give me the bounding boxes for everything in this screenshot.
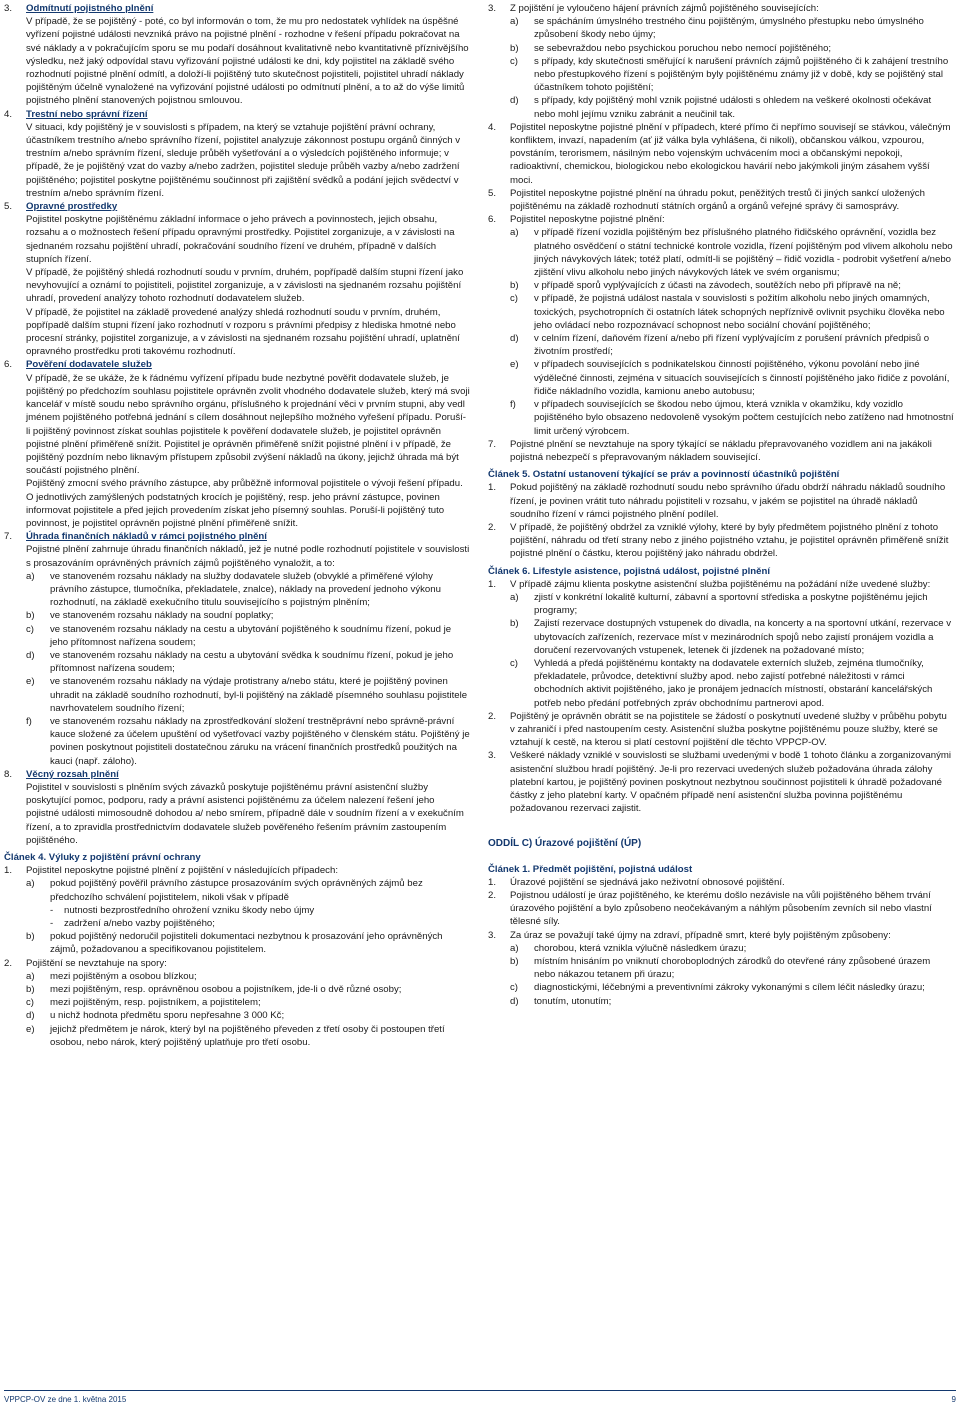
item-body (510, 187, 954, 213)
sub-item-text: ve stanoveném rozsahu náklady na zprostředkování složení trestněprávní nebo správně-právní kauce složené za účelem upuštění od vyšetřovací vazby pojištěného v členském státu. Pojištěný je povinen poskytnout pojistiteli dostatečnou záruku na vrácení finančních prostředků použitých na kauci (např. záloho). (50, 715, 470, 767)
sub-item-letter: e) (510, 359, 519, 371)
item-body (510, 710, 954, 750)
item-body (510, 521, 954, 561)
article-point (488, 121, 954, 187)
item-body (26, 768, 470, 847)
division-heading: ODDÍL C) Úrazové pojištění (ÚP) (488, 838, 642, 850)
paragraph: V případě, že se ukáže, že k řádnému vyřízení případu bude nezbytné pověřit dodavatele služeb, je pojištěný po předchozím souhlasu pojistitele oprávněn zvolit vhodného dodavatele služeb, který má svoji kancelář v místě soudu nebo správního orgánu, příslušného k projednání věci v prvním stupni, aby vedl jménem pojištěného potřebná jednání s cílem dosáhnout nejlepšího možného vyřešení případu. Poruší-li pojištěný povinnost získat souhlas pojistitele k pověření dodavatele služeb, je pojistitel oprávněn pojistné plnění přiměřeně snížit. Pojistitel je oprávněn přiměřeně snížit pojistné plnění i v případě, že pojištěný pozdním nebo liknavým přístupem způsobil zvýšení nákladů na úkony, jejichž úhrada má být součástí pojistného plnění. (26, 372, 470, 477)
paragraph: Pojištěný je oprávněn obrátit se na pojistitele se žádostí o poskytnutí uvedené služby v průběhu pobytu v zahraničí i před nastoupením cesty. Asistenční služba poskytne pojištěnému pouze služby, které se vztahují k cestě, na kterou si platí cestovní pojištění dle těchto VPPCP-OV. (510, 710, 947, 749)
sub-item-letter: b) (26, 610, 35, 622)
sub-item-text: mezi pojištěným a osobou blízkou; (50, 970, 197, 982)
item-number: 5. (4, 201, 13, 213)
sub-item-letter: e) (26, 676, 35, 688)
article-point (4, 864, 470, 956)
page-number: 9 (951, 1394, 956, 1404)
sub-item-text: místním hnisáním po vniknutí choroboplodných zárodků do otevřené rány způsobené úrazem nebo nákazou tetanem při úrazu; (534, 956, 931, 981)
section (4, 2, 470, 108)
page-footer (4, 1390, 956, 1406)
sub-item (26, 675, 470, 715)
sub-item-text: diagnostickými, léčebnými a preventivními zákroky vykonanými s cílem léčit následky úrazu; (534, 982, 925, 994)
sub-item-letter: c) (26, 997, 34, 1009)
item-body (510, 929, 954, 1008)
sub-item-text: pokud pojištěný pověřil právního zástupce prosazováním svých oprávněných zájmů bez předchozího schválení pojistitelem, nikoli však v případě (50, 878, 423, 903)
sub-item-letter: b) (26, 984, 35, 996)
paragraph: V případě, že pojištěný obdržel za vzniklé výlohy, které by byly předmětem pojistného plnění z tohoto pojištění, náhradu od třetí strany nebo z jiného pojistného vztahu, je pojistitel oprávněn přiměřeně snížit pojistné plnění o částku, kterou pojištěný jako náhradu obdržel. (510, 521, 949, 560)
sub-item-text: v případě řízení vozidla pojištěným bez příslušného platného řidičského oprávnění, vozidla bez platného osvědčení o státní technické kontrole vozidla, řízení pojištěným pod vlivem alkoholu nebo jiných návykových látek; totéž platí, odmítl-li se pojištěný – řidič vozidla - podrobit vyšetření a/nebo zjištění vlivu alkoholu nebo jiných návykových látek ve svém organismu; (534, 227, 953, 279)
item-number: 1. (4, 865, 13, 877)
sub-item-text: ve stanoveném rozsahu náklady na soudní poplatky; (50, 610, 274, 622)
item-body (26, 957, 470, 1049)
sub-item (510, 55, 954, 95)
sub-item (26, 609, 470, 622)
sub-item-letter: d) (510, 995, 519, 1007)
item-body (26, 358, 470, 530)
item-number: 2. (488, 890, 497, 901)
left-column (4, 2, 470, 1049)
right-column (488, 2, 954, 1008)
sub-item-letter: b) (510, 618, 519, 630)
sub-item-letter: b) (510, 280, 519, 292)
sub-item-letter: c) (510, 293, 518, 305)
sub-item (510, 617, 954, 657)
sub-item (26, 623, 470, 649)
item-body (510, 578, 954, 710)
sub-item (26, 996, 470, 1009)
sub-item-letter: b) (510, 956, 519, 968)
sub-item-text: pokud pojištěný nedoručil pojistiteli dokumentaci nezbytnou k prosazování jeho oprávněných zájmů, požadovanou a specifikovanou pojistitelem. (50, 931, 443, 956)
paragraph: Pojistitel neposkytne pojistné plnění na úhradu pokut, peněžitých trestů či jiných sankcí uložených pojištěnému na základě rozhodnutí státních orgánů a orgánů veřejné správy či samosprávy. (510, 187, 925, 213)
paragraph: Pojistitel poskytne pojištěnému základní informace o jeho právech a povinnostech, jejich obsahu, rozsahu a o možnostech řešení případu opravnými prostředky. Pojistitel zorganizuje, a v závislosti na sjednaném rozsahu pojištění uhradí, pokračování soudního řízení ve druhém, případně v dalších stupních řízení. (26, 214, 455, 265)
paragraph: Pojistitel v souvislosti s plněním svých závazků poskytuje pojištěnému právní asistenční služby poskytující pomoc, podporu, rady a právní asistenci pojištěnému za účelem nalezení řešení jeho pojistné události mimosoudně dohodou a/ nebo smírem, případně dále v soudním řízení a v exekučním řízení, a to zpravidla prostřednictvím dodavatele služeb pověřeného řešením právním zastoupením pojištěného. (26, 781, 464, 846)
sub-item-letter: a) (510, 16, 519, 28)
item-number: 7. (4, 531, 13, 543)
paragraph: Pojistnou událostí je úraz pojištěného, ke kterému došlo nezávisle na vůli pojištěného během trvání úrazového pojištění a bylo způsobeno neočekávaným a náhlým působením zevních sil nebo vlastní tělesné síly. (510, 890, 932, 928)
section-title: Odmítnutí pojistného plnění (26, 3, 154, 14)
section (4, 200, 470, 358)
sub-item-text: se sebevraždou nebo psychickou poruchou nebo nemocí pojištěného; (534, 42, 832, 54)
article-point (488, 578, 954, 710)
sub-item-text: Vyhledá a předá pojištěnému kontakty na dodavatele externích služeb, zejména tlumočníky, překladatele, průvodce, detektivní služby apod. nebo zajistí potřebné náležitosti v rámci obchodních aktivit pojištěného, jako je pronájem jednacích místností, obstarání kancelářských potřeb nebo předání potřebných zpráv obchodnímu partnerovi apod. (534, 657, 933, 709)
paragraph: Pojištění se nevztahuje na spory: (26, 957, 167, 969)
sub-item-text: s případy, kdy pojištěný mohl vznik pojistné události s ohledem na veškeré okolnosti očekávat nebo mohl jejímu vzniku zabránit a neučinil tak. (534, 95, 932, 120)
sub-item (510, 15, 954, 41)
section-title: Trestní nebo správní řízení (26, 108, 148, 120)
sub-item-letter: d) (510, 333, 519, 345)
article-point (488, 2, 954, 121)
sub-item-letter: a) (26, 570, 35, 582)
article-heading: Článek 4. Výluky z pojištění právní ochrany (4, 852, 201, 863)
paragraph: Pojistné plnění zahrnuje úhradu finančních nákladů, jež je nutné podle rozhodnutí pojistitele v souvislosti s prosazováním oprávněných právních zájmů pojištěného vynaložit, a to: (26, 544, 470, 569)
sub-item-letter: a) (510, 591, 519, 603)
sub-item-letter: a) (26, 878, 35, 890)
sub-item-letter: c) (510, 657, 518, 669)
item-body (510, 481, 954, 521)
sub-item (26, 983, 470, 996)
paragraph: V případě, že pojištěný shledá rozhodnutí soudu v prvním, druhém, popřípadě dalším stupni řízení jako nevyhovující a oznámí to pojistiteli, pojistitel zorganizuje, a v závislosti na sjednaném rozsahu pojištění uhradí, provedení analýzy tohoto rozhodnutí dodavatelem služeb. (26, 267, 464, 305)
sub-item (510, 226, 954, 279)
article-point (488, 213, 954, 437)
item-number: 6. (4, 359, 13, 371)
sub-item (510, 955, 954, 981)
sub-item (26, 930, 470, 956)
dash-item (26, 917, 470, 930)
item-number: 3. (488, 750, 497, 762)
sub-item-text: ve stanoveném rozsahu náklady na cestu a ubytování pojištěného k soudnímu řízení, pokud je jeho přítomnost nařízena soudem; (50, 623, 452, 648)
article-point (488, 749, 954, 815)
dash-text: nutnosti bezprostředního ohrožení vzniku škody nebo újmy (64, 904, 315, 916)
sub-item (510, 398, 954, 438)
sub-item (510, 358, 954, 398)
sub-item (26, 1009, 470, 1022)
sub-item-letter: a) (510, 227, 519, 239)
item-body (26, 864, 470, 956)
sub-item-letter: d) (26, 1010, 35, 1022)
sub-item (510, 981, 954, 994)
sub-item-letter: b) (26, 931, 35, 943)
sub-item-letter: f) (510, 399, 516, 411)
sub-item (510, 942, 954, 955)
paragraph: Pojistné plnění se nevztahuje na spory týkající se nákladu přepravovaného vozidlem ani na jakákoli pojistná nebezpečí s přepravovaným nákladem související. (510, 438, 932, 463)
paragraph: V případě, že pojistitel na základě provedené analýzy shledá rozhodnutí soudu v prvním, druhém, popřípadě dalším stupni řízení jako rozhodnutí v rozporu s právními předpisy z hlediska hmotné nebo procesní stránky, pojistitel zorganizuje, a v závislosti na sjednaném rozsahu pojištění uhradí, uplatnění opravného prostředku proti takovému rozhodnutí. (26, 306, 460, 358)
sub-item-letter: a) (26, 970, 35, 982)
sub-item-text: ve stanoveném rozsahu náklady na cestu a ubytování svědka k soudnímu řízení, pokud je jeho přítomnost nařízena soudem; (50, 649, 454, 675)
article-point (488, 438, 954, 464)
sub-item-text: chorobou, která vznikla výlučně následkem úrazu; (534, 942, 747, 954)
sub-item (510, 94, 954, 120)
article-point (488, 710, 954, 750)
article-heading: Článek 5. Ostatní ustanovení týkající se práv a povinností účastníků pojištění (488, 469, 840, 481)
paragraph: Za úraz se považují také újmy na zdraví, případně smrt, které byly pojištěným způsobeny: (510, 929, 891, 941)
paragraph: Pojistitel neposkytne pojistné plnění v případech, které přímo či nepřímo souvisejí se stávkou, válečným konfliktem, invazí, napadením (ať již válka byla vyhlášena, či nikoli), občanskou válkou, vzpourou, povstáním, terorismem, násilným nebo vojenským uchvácením moci a občanskými nepokoji, radioaktivní, chemickou, biologickou nebo ekologickou havárií nebo jakýmkoli jiným zásahem vyšší moci. (510, 121, 951, 186)
sub-item (26, 877, 470, 903)
sub-item-text: tonutím, utonutím; (534, 995, 612, 1007)
article-heading: Článek 1. Předmět pojištění, pojistná událost (488, 863, 693, 875)
article-heading: Článek 6. Lifestyle asistence, pojistná událost, pojistné plnění (488, 565, 771, 577)
section-title: Opravné prostředky (26, 201, 118, 213)
sub-item-text: u nichž hodnota předmětu sporu nepřesahne 3 000 Kč; (50, 1010, 285, 1022)
section (4, 530, 470, 768)
paragraph: V případě zájmu klienta poskytne asistenční služba pojištěnému na požádání níže uvedené služby: (510, 578, 931, 590)
sub-item-letter: c) (510, 982, 518, 994)
article-point (488, 889, 954, 929)
section-title: Pověření dodavatele služeb (26, 359, 152, 371)
item-number: 2. (488, 521, 497, 533)
item-number: 3. (4, 3, 13, 14)
sub-item (26, 715, 470, 768)
dash-mark: - (50, 918, 54, 930)
item-number: 8. (4, 768, 13, 780)
sub-item-text: v případě, že pojistná událost nastala v souvislosti s požitím alkoholu nebo jiných omamných, toxických, psychotropních či ostatních látek schopných nepříznivě ovlivnit psychiku člověka nebo jeho ovládací nebo rozpoznávací schopnost nebo sociální chování pojištěného; (534, 293, 945, 331)
sub-item (510, 657, 954, 710)
sub-item (510, 995, 954, 1008)
section (4, 768, 470, 847)
sub-item-letter: e) (26, 1023, 35, 1035)
item-number: 6. (488, 214, 497, 226)
sub-item-letter: d) (510, 95, 519, 107)
sub-item-text: mezi pojištěným, resp. pojistníkem, a pojistitelem; (50, 997, 261, 1009)
item-number: 4. (4, 108, 13, 120)
paragraph: Úrazové pojištění se sjednává jako neživotní obnosové pojištění. (510, 876, 785, 888)
item-number: 7. (488, 438, 497, 450)
paragraph: Veškeré náklady vzniklé v souvislosti se službami uvedenými v bodě 1 tohoto článku a zorganizovanými asistenční službou hradí pojištěný. Je-li pro rezervaci uvedených služeb požadována úhrada zálohy platební kartou, je pojištěný povinen poskytnout nezbytnou součinnost pojistiteli k úhradě požadované částky z jeho platební karty. V opačném případě není asistenční služba povinna pojištěnému požadovanou rezervaci zajistit. (510, 750, 952, 815)
item-body (510, 749, 954, 815)
article-point (488, 876, 954, 889)
item-number: 1. (488, 578, 497, 590)
paragraph: V situaci, kdy pojištěný je v souvislosti s případem, na který se vztahuje pojištění právní ochrany, účastníkem trestního a/nebo správního řízení, pojistitel analyzuje zákonnost postupu orgánů činných v trestním a/nebo správním řízení, sleduje průběh vyšetřování a o výsledcích pojištěného informuje; v případě, že je pojištěný vzat do vazby a/nebo zadržen, pojistitel sleduje průběh vazby a/nebo zadržení pojištěného; pojistitel poskytne pojištěnému součinnost při zajištění svědků a podání jejich svědectví v trestním a/nebo správním řízení. (26, 121, 461, 199)
sub-item-text: zjistí v konkrétní lokalitě kulturní, zábavní a sportovní střediska a poskytne pojištěnému jejich programy; (534, 591, 928, 617)
sub-item-text: v případech souvisejících se škodou nebo újmou, která vznikla v okamžiku, kdy vozidlo pojištěného bylo obsazeno nedovoleně vysokým počtem cestujících nebo zatíženo nad hmotnostní limit určený výrobcem. (534, 399, 954, 437)
article-point (488, 481, 954, 521)
item-number: 1. (488, 482, 497, 494)
article-point (488, 929, 954, 1008)
sub-item (510, 292, 954, 332)
paragraph: Pojištěný zmocní svého právního zástupce, aby průběžně informoval pojistitele o vývoji řešení případu. O jednotlivých zamýšlených podstatných krocích je pojištěný, resp. jeho právní zástupce, povinen informovat pojistitele a před jejich provedením získat jeho písemný souhlas. Poruší-li pojištěný tuto povinnost, je pojistitel oprávněn pojistné plnění přiměřeně snížit. (26, 478, 463, 529)
item-number: 2. (488, 710, 497, 722)
sub-item-text: v případech souvisejících s podnikatelskou činností pojištěného, výkonu povolání nebo jiné výdělečné činnosti, zejména v situacích souvisejících s činností pojištěného jako řidiče z povolání, řidiče nákladního vozidla, kamionu anebo autobusu; (534, 359, 950, 397)
item-body (510, 438, 954, 464)
dash-item (26, 904, 470, 917)
item-body (26, 2, 470, 108)
sub-item-text: s případy, kdy skutečnosti směřující k narušení právních zájmů pojištěného či k zahájení trestního nebo přestupkového řízení s pojištěným byly pojištěnému známy již v době, kdy se pojištěný stal účastníkem tohoto pojištění; (534, 55, 949, 94)
sub-item-letter: d) (26, 649, 35, 661)
section (4, 108, 470, 200)
section-title: Věcný rozsah plnění (26, 768, 119, 780)
paragraph: Z pojištění je vyloučeno hájení právních zájmů pojištěného souvisejících: (510, 3, 819, 14)
paragraph: Pojistitel neposkytne pojistné plnění: (510, 214, 665, 226)
item-body (510, 876, 954, 889)
sub-item (510, 591, 954, 617)
sub-item-text: ve stanoveném rozsahu náklady na výdaje protistrany a/nebo státu, které je pojištěný povinen uhradit na základě soudního rozhodnutí, byl-li pojištěný na základě písemného souhlasu pojistitele navrhovatelem soudního řízení; (50, 676, 468, 714)
sub-item-letter: c) (26, 623, 34, 635)
item-body (510, 889, 954, 929)
sub-item-letter: b) (510, 42, 519, 54)
sub-item-text: jejichž předmětem je nárok, který byl na pojištěného převeden z třetí osoby či postoupen třetí osobou, nebo nárok, který pojištěný uplatňuje pro třetí osobu. (50, 1023, 445, 1048)
section (4, 358, 470, 530)
article-point (488, 521, 954, 561)
footer-title: VPPCP-OV ze dne 1. května 2015 (4, 1394, 127, 1404)
sub-item (26, 970, 470, 983)
item-number: 1. (488, 876, 497, 888)
item-body (510, 121, 954, 187)
item-number: 4. (488, 121, 497, 133)
sub-item-text: Zajistí rezervace dostupných vstupenek do divadla, na koncerty a na sportovní utkání, rezervace v ubytovacích zařízeních, rezervace míst v mezinárodních spojů nebo zajistí pronájem vozidla a doručení rezervovaných vstupenek, letenek či jízdenek na požadované místo; (534, 618, 952, 656)
sub-item-text: v celním řízení, daňovém řízení a/nebo při řízení vyplývajícím z porušení právních předpisů o životním prostředí; (534, 333, 930, 358)
paragraph: V případě, že se pojištěný - poté, co byl informován o tom, že mu pro nedostatek vyhlídek na úspěšné vyřízení pojistné události nevzniká právo na pojistné plnění - rozhodne v řešení případu pokračovat na své náklady a v pokračujícím sporu se mu podaří dosáhnout kvalitativně nebo kvantitativně příznivějšího výsledku, než jaký odpovídal stavu vyřizování pojistné události ke dni, kdy pojistitel na základě svého rozhodnutí pojistné plnění odmítl, a doloží-li pojištěný tuto skutečnost pojistiteli, pojistitel uhradí náklady pojištěným účelně vynaložené na vyřizování pojistné události po odmítnutí plnění, a to až do výše limitů pojistného plnění stanovených pojistnou smlouvou. (26, 16, 469, 107)
paragraph: Pokud pojištěný na základě rozhodnutí soudu nebo správního úřadu obdrží náhradu nákladů soudního řízení, je povinen vrátit tuto náhradu pojistiteli v rozsahu, v jakém se pojistitel na úhradě nákladů soudního řízení v rámci pojistného plnění podílel. (510, 482, 946, 520)
item-body (510, 213, 954, 437)
dash-mark: - (50, 904, 54, 916)
sub-item (26, 570, 470, 610)
sub-item (26, 649, 470, 675)
article-point (488, 187, 954, 213)
sub-item-text: se spácháním úmyslného trestného činu pojištěným, úmyslného přestupku nebo úmyslného způsobení škody nebo újmy; (534, 16, 924, 41)
item-body (26, 108, 470, 200)
paragraph: Pojistitel neposkytne pojistné plnění z pojištění v následujících případech: (26, 865, 338, 877)
sub-item (510, 332, 954, 358)
sub-item-text: v případě sporů vyplývajících z účasti na závodech, soutěžích nebo při přípravě na ně; (534, 280, 901, 292)
sub-item-letter: c) (510, 55, 518, 67)
sub-item (26, 1023, 470, 1049)
sub-item-text: ve stanoveném rozsahu náklady na služby dodavatele služeb (obvyklé a přiměřené výlohy právního zástupce, tlumočníka, překladatele, znalce), náklady na provedení jednoho výkonu rozhodnutí, na základě exekučního titulu souvisejícího s pojistným plněním; (50, 570, 441, 609)
item-number: 3. (488, 3, 497, 14)
item-number: 3. (488, 929, 497, 941)
article-point (4, 957, 470, 1049)
item-number: 5. (488, 187, 497, 199)
item-body (26, 530, 470, 768)
dash-text: zadržení a/nebo vazby pojištěného; (64, 918, 215, 930)
item-number: 2. (4, 957, 13, 969)
item-body (26, 200, 470, 358)
sub-item-letter: a) (510, 942, 519, 954)
sub-item-text: mezi pojištěným, resp. oprávněnou osobou a pojistníkem, jde-li o dvě různé osoby; (50, 984, 402, 996)
sub-item (510, 279, 954, 292)
sub-item (510, 42, 954, 55)
section-title: Úhrada finančních nákladů v rámci pojistného plnění (26, 531, 267, 543)
item-body (510, 2, 954, 121)
sub-item-letter: f) (26, 715, 32, 727)
